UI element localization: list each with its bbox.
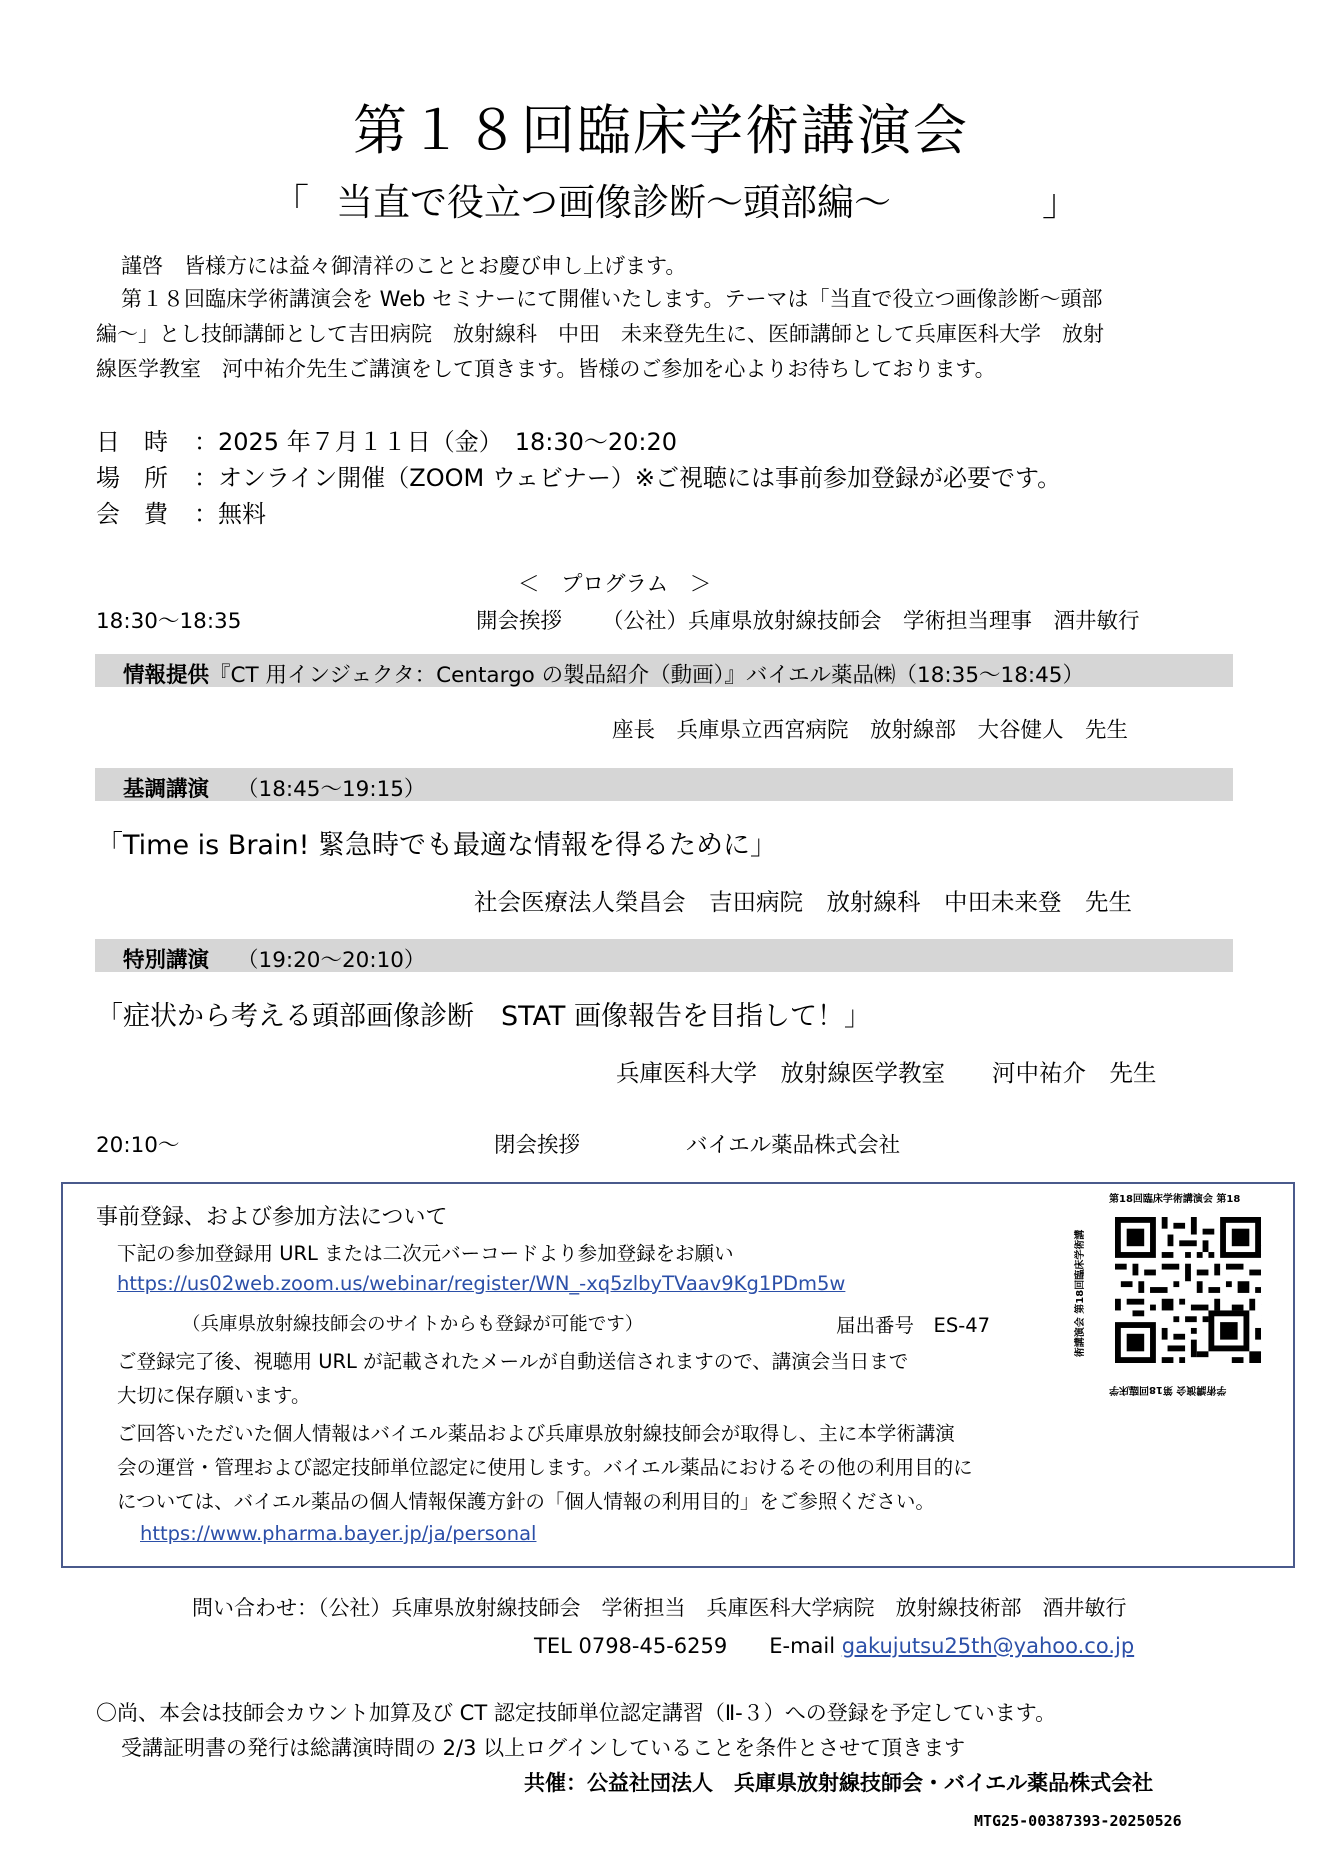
subtitle-text: 当直で役立つ画像診断～頭部編～ xyxy=(336,181,891,224)
registration-number: 届出番号 ES-47 xyxy=(836,1314,991,1337)
registration-info: 大切に保存願います。 xyxy=(117,1384,311,1407)
date-label: 日 時 xyxy=(96,428,168,456)
co-sponsors: 共催：公益社団法人 兵庫県放射線技師会・バイエル薬品株式会社 xyxy=(524,1771,1154,1795)
privacy-info: 会の運営・管理および認定技師単位認定に使用します。バイエル薬品におけるその他の利用目的に xyxy=(117,1456,973,1479)
opening-title: 開会挨拶 xyxy=(476,609,563,634)
registration-instruction: 下記の参加登録用 URL または二次元バーコードより参加登録をお願い xyxy=(117,1242,734,1265)
special-label: 特別講演 xyxy=(123,948,210,973)
contact-tel: TEL 0798-45-6259 E-mail xyxy=(534,1634,836,1658)
closing-title: 閉会挨拶 xyxy=(494,1133,581,1158)
registration-info: ご登録完了後、視聴用 URL が記載されたメールが自動送信されますので、講演会当日まで xyxy=(117,1350,909,1373)
closing-person: バイエル薬品株式会社 xyxy=(686,1133,901,1158)
chair: 座長 兵庫県立西宮病院 放射線部 大谷健人 先生 xyxy=(612,718,1129,743)
document-code: MTG25-00387393-20250526 xyxy=(974,1812,1182,1830)
program-heading: ＜ プログラム ＞ xyxy=(518,572,712,597)
certification-note: 〇尚、本会は技師会カウント加算及び CT 認定技師単位認定講習（Ⅱ-３）への登録を予定しています。 xyxy=(96,1701,1057,1725)
privacy-info: ご回答いただいた個人情報はバイエル薬品および兵庫県放射線技師会が取得し、主に本学術講演 xyxy=(117,1422,955,1445)
info-section xyxy=(123,658,1084,689)
qr-caption-left: 術講演会 第18回臨床学術講 xyxy=(1075,1229,1087,1358)
qr-caption-top: 第18回臨床学術講演会 第18 xyxy=(1109,1194,1241,1205)
special-time: （19:20～20:10） xyxy=(237,948,426,973)
intro-line: 編～」とし技師講師として吉田病院 放射線科 中田 未来登先生に、医師講師として兵庫医科大学 放射 xyxy=(96,322,1104,346)
info-label: 情報提供 xyxy=(123,663,210,688)
fee-label: 会 費 xyxy=(96,500,168,528)
keynote-section xyxy=(123,772,425,803)
certificate-condition: 受講証明書の発行は総講演時間の 2/3 以上ログインしていることを条件とさせて頂きます xyxy=(121,1736,966,1760)
event-date xyxy=(96,422,677,457)
place-label: 場 所 xyxy=(96,464,168,492)
closing-time: 20:10～ xyxy=(96,1133,180,1158)
page-title: 第１８回臨床学術講演会 xyxy=(353,99,969,162)
event-fee xyxy=(96,494,266,529)
contact-line: 問い合わせ：（公社）兵庫県放射線技師会 学術担当 兵庫医科大学病院 放射線技術部 酒井敏行 xyxy=(192,1596,1127,1620)
qr-code-area[interactable] xyxy=(1075,1190,1285,1398)
intro-line: 第１８回臨床学術講演会を Web セミナーにて開催いたします。テーマは「当直で役立つ画像診断～頭部 xyxy=(121,287,1103,311)
intro-line: 線医学教室 河中祐介先生ご講演をして頂きます。皆様のご参加を心よりお待ちしております。 xyxy=(96,357,996,381)
qr-caption-bottom: 学術講演会 第18回臨床学 xyxy=(1109,1384,1227,1395)
place-value: ：オンライン開催（ZOOM ウェビナー）※ご視聴には事前参加登録が必要です。 xyxy=(194,464,1062,492)
special-speaker: 兵庫医科大学 放射線医学教室 河中祐介 先生 xyxy=(616,1059,1157,1087)
date-value: ：2025 年７月１１日（金） 18:30～20:20 xyxy=(194,428,678,456)
privacy-url-link[interactable]: https://www.pharma.bayer.jp/ja/personal xyxy=(140,1522,537,1545)
keynote-time: （18:45～19:15） xyxy=(237,777,426,802)
registration-heading: 事前登録、および参加方法について xyxy=(96,1205,448,1230)
opening-time: 18:30～18:35 xyxy=(96,609,242,634)
registration-url-link[interactable]: https://us02web.zoom.us/webinar/register/WN_-xq5zlbyTVaav9Kg1PDm5w xyxy=(117,1272,846,1295)
intro-greeting: 謹啓 皆様方には益々御清祥のこととお慶び申し上げます。 xyxy=(121,254,687,278)
special-section xyxy=(123,943,425,974)
contact-info xyxy=(534,1630,1134,1660)
keynote-title: 「Time is Brain! 緊急時でも最適な情報を得るために」 xyxy=(96,830,777,861)
subtitle-open-bracket: 「 xyxy=(272,181,309,224)
opening-person: （公社）兵庫県放射線技師会 学術担当理事 酒井敏行 xyxy=(602,609,1140,634)
info-text: 『CT 用インジェクタ：Centargo の製品紹介（動画）』バイエル薬品㈱（18:35～18:45） xyxy=(209,663,1084,688)
registration-note: （兵庫県放射線技師会のサイトからも登録が可能です） xyxy=(182,1314,644,1335)
keynote-label: 基調講演 xyxy=(123,777,210,802)
privacy-info: については、バイエル薬品の個人情報保護方針の「個人情報の利用目的」をご参照ください。 xyxy=(117,1490,935,1513)
contact-email-link[interactable]: gakujutsu25th@yahoo.co.jp xyxy=(841,1634,1135,1658)
subtitle-close-bracket: 」 xyxy=(1042,181,1079,224)
keynote-speaker: 社会医療法人榮昌会 吉田病院 放射線科 中田未来登 先生 xyxy=(474,888,1132,916)
fee-value: ：無料 xyxy=(194,500,266,528)
special-title: 「症状から考える頭部画像診断 STAT 画像報告を目指して！」 xyxy=(96,1001,871,1032)
qr-code-icon[interactable] xyxy=(1115,1217,1261,1363)
event-place xyxy=(96,458,1061,493)
